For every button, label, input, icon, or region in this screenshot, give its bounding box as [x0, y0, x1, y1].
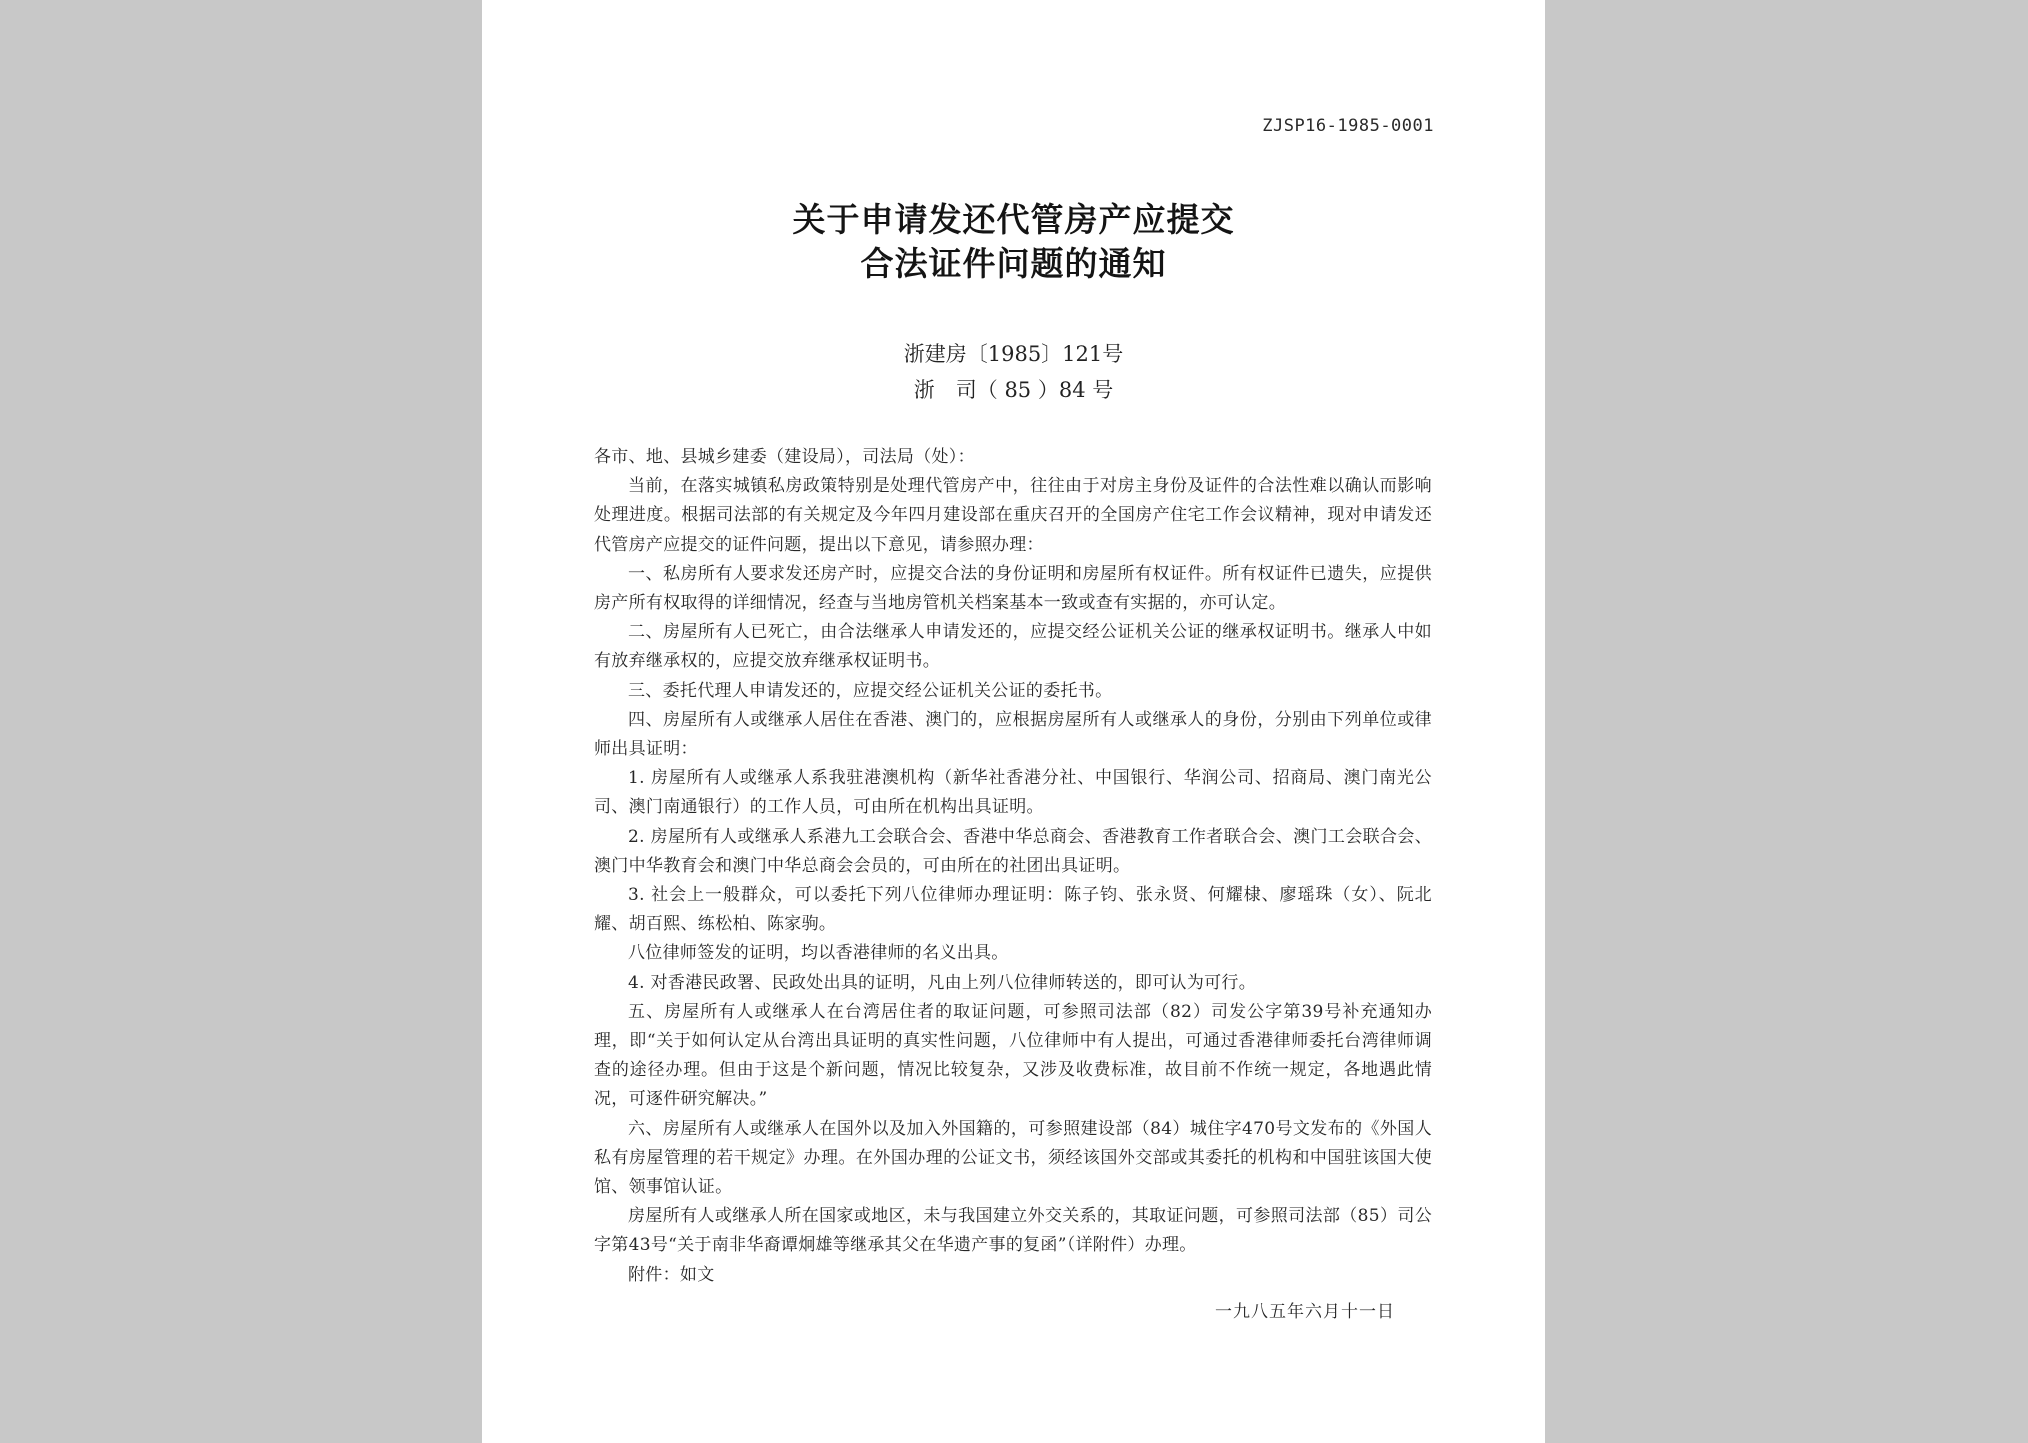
paragraph: 一、私房所有人要求发还房产时，应提交合法的身份证明和房屋所有权证件。所有权证件已遗失，应提供房产所有权取得的详细情况，经查与当地房管机关档案基本一致或查有实据的，亦可认定。 [594, 563, 1432, 614]
title-line-2: 合法证件问题的通知 [860, 244, 1167, 283]
document-title [482, 198, 1545, 286]
paragraph: 六、房屋所有人或继承人在国外以及加入外国籍的，可参照建设部（84）城住字470号文发布的《外国人私有房屋管理的若干规定》办理。在外国办理的公证文书，须经该国外交部或其委托的机构和中国驻该国大使馆、领事馆认证。 [594, 1118, 1432, 1198]
paragraph: 1. 房屋所有人或继承人系我驻港澳机构（新华社香港分社、中国银行、华润公司、招商局、澳门南光公司、澳门南通银行）的工作人员，可由所在机构出具证明。 [594, 768, 1432, 818]
paragraph: 二、房屋所有人已死亡，由合法继承人申请发还的，应提交经公证机关公证的继承权证明书。继承人中如有放弃继承权的，应提交放弃继承权证明书。 [594, 622, 1432, 672]
document-number-1: 浙建房〔1985〕121号 [903, 342, 1124, 366]
document-number-2: 浙 司（ 85 ）84 号 [913, 378, 1114, 402]
title-line-1: 关于申请发还代管房产应提交 [792, 200, 1235, 239]
paragraph: 房屋所有人或继承人所在国家或地区，未与我国建立外交关系的，其取证问题，可参照司法部（85）司公字第43号“关于南非华裔谭炯雄等继承其父在华遗产事的复函”（详附件）办理。 [594, 1206, 1432, 1256]
paragraph: 3. 社会上一般群众，可以委托下列八位律师办理证明：陈子钧、张永贤、何耀棣、廖瑶珠（女）、阮北耀、胡百熙、练松柏、陈家驹。 [594, 885, 1432, 935]
document-numbers [482, 336, 1545, 408]
attachment-note: 附件：如文 [628, 1264, 715, 1285]
document-body [594, 443, 1432, 1290]
salutation: 各市、地、县城乡建委（建设局），司法局（处）： [594, 447, 975, 467]
paragraph: 八位律师签发的证明，均以香港律师的名义出具。 [628, 943, 1009, 964]
document-code: ZJSP16-1985-0001 [1262, 116, 1434, 136]
paragraph: 2. 房屋所有人或继承人系港九工会联合会、香港中华总商会、香港教育工作者联合会、澳门工会联合会、澳门中华教育会和澳门中华总商会会员的，可由所在的社团出具证明。 [594, 826, 1432, 876]
paragraph: 4. 对香港民政署、民政处出具的证明，凡由上列八位律师转送的，即可认为可行。 [628, 972, 1257, 993]
paragraph: 四、房屋所有人或继承人居住在香港、澳门的，应根据房屋所有人或继承人的身份，分别由下列单位或律师出具证明： [594, 709, 1432, 760]
document-page [482, 0, 1545, 1443]
paragraph: 当前，在落实城镇私房政策特别是处理代管房产中，往往由于对房主身份及证件的合法性难以确认而影响处理进度。根据司法部的有关规定及今年四月建设部在重庆召开的全国房产住宅工作会议精神，现对申请发还代管房产应提交的证件问题，提出以下意见，请参照办理： [594, 476, 1432, 555]
issue-date: 一九八五年六月十一日 [1215, 1302, 1395, 1322]
paragraph: 三、委托代理人申请发还的，应提交经公证机关公证的委托书。 [628, 680, 1113, 701]
paragraph: 五、房屋所有人或继承人在台湾居住者的取证问题，可参照司法部（82）司发公字第39号补充通知办理，即“关于如何认定从台湾出具证明的真实性问题，八位律师中有人提出，可通过香港律师委托台湾律师调查的途径办理。但由于这是个新问题，情况比较复杂，又涉及收费标准，故目前不作统一规定，各地遇此情况，可逐件研究解决。” [594, 1001, 1432, 1110]
